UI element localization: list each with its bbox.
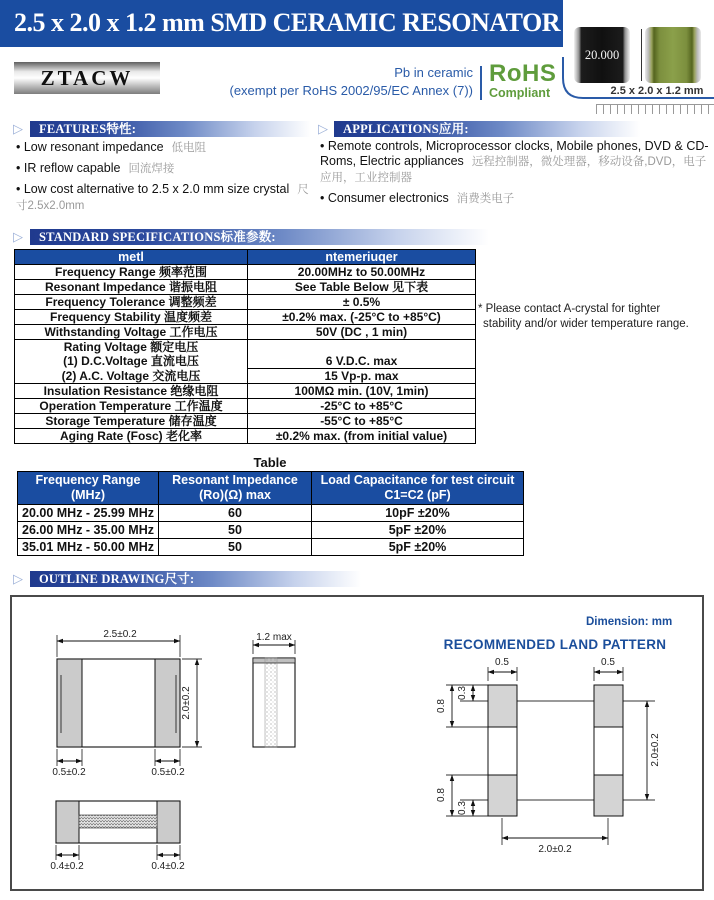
land-pattern-title: RECOMMENDED LAND PATTERN [443, 637, 667, 652]
pb-note-line2: (exempt per RoHS 2002/95/EC Annex (7)) [229, 83, 473, 98]
table-row [15, 265, 476, 280]
spec-value: 6 V.D.C. max [248, 354, 476, 369]
applications-heading: APPLICATIONS应用: [343, 122, 469, 136]
spec-item: Insulation Resistance 绝缘电阻 [15, 384, 248, 399]
list-item [16, 160, 316, 176]
table-row [15, 414, 476, 429]
spec-col-value: ntemeriuqer [248, 250, 476, 265]
freq-table-caption: Table [253, 455, 287, 470]
spec-item: Resonant Impedance 谐振电阻 [15, 280, 248, 295]
freq-loadcap: 10pF ±20% [312, 505, 524, 522]
spec-item: Withstanding Voltage 工作电压 [15, 325, 248, 340]
spec-value: See Table Below 见下表 [248, 280, 476, 295]
spec-value: -55°C to +85°C [248, 414, 476, 429]
spec-item: (2) A.C. Voltage 交流电压 [15, 369, 248, 384]
spec-item: Frequency Range 频率范围 [15, 265, 248, 280]
features-heading: FEATURES特性: [39, 122, 137, 136]
model-badge: ZTACW [14, 62, 160, 94]
pb-note [200, 64, 473, 100]
spec-item: (1) D.C.Voltage 直流电压 [15, 354, 248, 369]
freq-range: 20.00 MHz - 25.99 MHz [18, 505, 159, 522]
applications-list [320, 139, 712, 211]
table-row [15, 384, 476, 399]
pb-note-line1: Pb in ceramic [394, 65, 473, 80]
freq-col-loadcap: Load Capacitance for test circuit C1=C2 (pF) [312, 472, 524, 505]
spec-value [248, 340, 476, 355]
specs-header [30, 229, 489, 245]
table-row [15, 310, 476, 325]
application-text-zh: 消费类电子 [456, 193, 515, 205]
dim-lp-bottom-overlap: 0.3 [457, 801, 468, 815]
table-row [15, 429, 476, 444]
spec-value: ±0.2% max. (-25°C to +85°C) [248, 310, 476, 325]
table-row [18, 505, 524, 522]
size-label: 2.5 x 2.0 x 1.2 mm [610, 85, 704, 97]
rohs-compliant-label: Compliant [489, 86, 551, 100]
freq-range: 35.01 MHz - 50.00 MHz [18, 539, 159, 556]
specs-heading: STANDARD SPECIFICATIONS标准参数: [39, 230, 276, 244]
section-arrow-icon: ▷ [13, 121, 23, 136]
spec-value: 50V (DC , 1 min) [248, 325, 476, 340]
dim-side-thickness: 1.2 max [256, 632, 292, 643]
table-row [15, 399, 476, 414]
spec-item: Frequency Tolerance 调整频差 [15, 295, 248, 310]
section-arrow-icon: ▷ [13, 571, 23, 586]
chip-marking: 20.000 [584, 48, 620, 62]
freq-range: 26.00 MHz - 35.00 MHz [18, 522, 159, 539]
spec-item: Storage Temperature 储存温度 [15, 414, 248, 429]
table-row [15, 369, 476, 384]
title-banner [0, 0, 563, 47]
freq-impedance: 60 [159, 505, 312, 522]
feature-text: IR reflow capable [23, 161, 121, 175]
spec-value: 15 Vp-p. max [248, 369, 476, 384]
dimension-unit-label: Dimension: mm [586, 616, 673, 628]
table-row [15, 325, 476, 340]
applications-header [334, 121, 640, 137]
application-text-zh: 远程控制器，微处理器，移动设备,DVD，电子应用，工业控制器 [320, 156, 707, 184]
feature-text-zh: 回流焊接 [128, 163, 175, 175]
list-item [320, 139, 712, 185]
freq-impedance: 50 [159, 539, 312, 556]
table-row [15, 354, 476, 369]
outline-header [30, 571, 361, 587]
note-line2: stability and/or wider temperature range. [483, 318, 689, 330]
note-line1: * Please contact A-crystal for tighter [478, 303, 661, 315]
dim-lp-top-pad-h: 0.8 [436, 699, 447, 713]
spec-item: Frequency Stability 温度频差 [15, 310, 248, 325]
spec-value: -25°C to +85°C [248, 399, 476, 414]
feature-text-zh: 尺寸2.5x2.0mm [16, 184, 309, 212]
table-row [15, 280, 476, 295]
table-row [15, 340, 476, 355]
spec-col-item: metl [15, 250, 248, 265]
dim-front-pad-left: 0.5±0.2 [52, 767, 86, 778]
spec-item: Aging Rate (Fosc) 老化率 [15, 429, 248, 444]
dim-bottom-pad-left: 0.4±0.2 [50, 861, 84, 872]
dim-front-width: 2.5±0.2 [103, 629, 137, 640]
dim-front-height: 2.0±0.2 [181, 686, 192, 720]
spec-table [14, 249, 476, 444]
list-item [16, 139, 316, 155]
spec-value: 100MΩ min. (10V, 1min) [248, 384, 476, 399]
table-row [18, 522, 524, 539]
section-arrow-icon: ▷ [318, 121, 328, 136]
rohs-logo: RoHS [489, 60, 557, 87]
dim-lp-pitch: 2.0±0.2 [538, 844, 572, 855]
feature-text: Low resonant impedance [23, 140, 164, 154]
freq-col-impedance: Resonant Impedance (Ro)(Ω) max [159, 472, 312, 505]
table-row [15, 295, 476, 310]
banner-curve-line [555, 50, 714, 110]
dim-lp-pad-w-left: 0.5 [495, 657, 509, 668]
table-row [18, 539, 524, 556]
section-arrow-icon: ▷ [13, 229, 23, 244]
freq-loadcap: 5pF ±20% [312, 539, 524, 556]
features-list [16, 139, 316, 218]
freq-table [17, 471, 524, 556]
application-text: Consumer electronics [327, 191, 449, 205]
feature-text: Low cost alternative to 2.5 x 2.0 mm size crystal [23, 182, 290, 196]
dim-lp-bottom-pad-h: 0.8 [436, 788, 447, 802]
ruler-ticks [596, 104, 714, 114]
freq-col-range: Frequency Range (MHz) [18, 472, 159, 505]
rohs-divider [480, 66, 482, 100]
application-text: Remote controls, Microprocessor clocks, Mobile phones, DVD & CD-Roms, Electric appliances [320, 139, 709, 168]
dim-lp-top-overlap: 0.3 [457, 686, 468, 700]
freq-loadcap: 5pF ±20% [312, 522, 524, 539]
feature-text-zh: 低电阻 [171, 142, 207, 154]
dim-front-pad-right: 0.5±0.2 [151, 767, 185, 778]
spec-item: Operation Temperature 工作温度 [15, 399, 248, 414]
spec-value: 20.00MHz to 50.00MHz [248, 265, 476, 280]
dim-lp-pad-w-right: 0.5 [601, 657, 615, 668]
spec-value: ±0.2% max. (from initial value) [248, 429, 476, 444]
outline-heading: OUTLINE DRAWING尺寸: [39, 572, 195, 586]
spec-item: Rating Voltage 额定电压 [15, 340, 248, 355]
dim-bottom-pad-right: 0.4±0.2 [151, 861, 185, 872]
dim-lp-total-h: 2.0±0.2 [650, 733, 661, 767]
spec-value: ± 0.5% [248, 295, 476, 310]
features-header [30, 121, 311, 137]
contact-note [478, 302, 703, 332]
freq-impedance: 50 [159, 522, 312, 539]
list-item [320, 190, 712, 206]
page-title: 2.5 x 2.0 x 1.2 mm SMD CERAMIC RESONATOR [14, 8, 560, 37]
list-item [16, 181, 316, 213]
